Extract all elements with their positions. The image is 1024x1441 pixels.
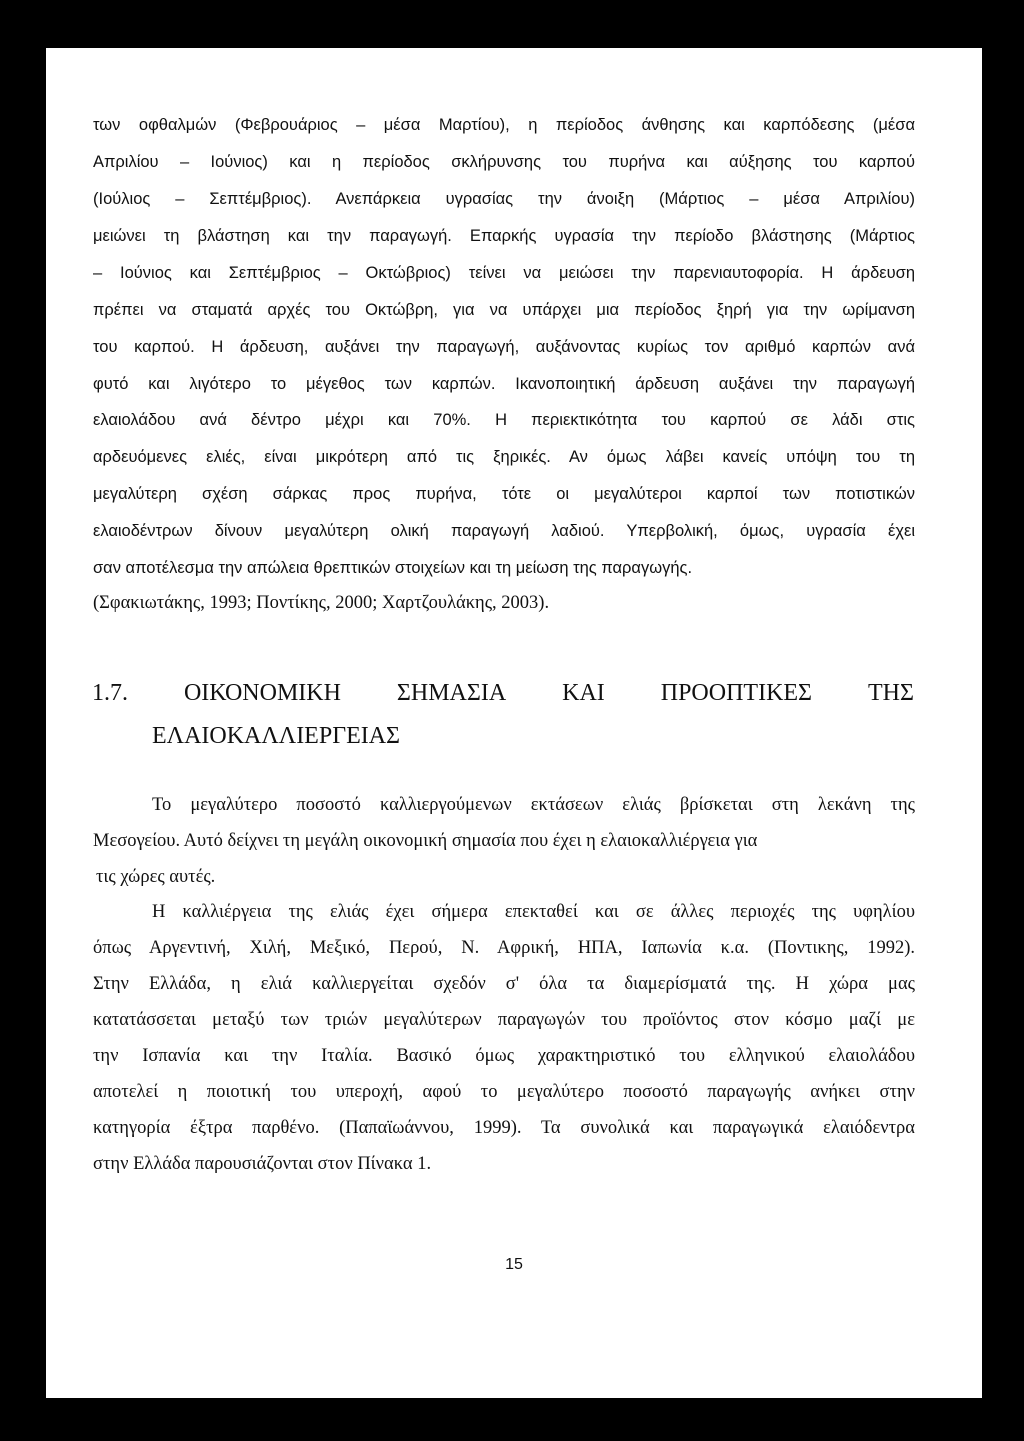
- text-line: κατατάσσεται μεταξύ των τριών μεγαλύτερων παραγωγών του προϊόντος στον κόσμο μαζί με: [93, 1010, 915, 1030]
- text-line: φυτό και λιγότερο το μέγεθος των καρπών. Ικανοποιητική άρδευση αυξάνει την παραγωγή: [93, 375, 915, 393]
- text-line: Μεσογείου. Αυτό δείχνει τη μεγάλη οικονομική σημασία που έχει η ελαιοκαλλιέργεια για: [93, 831, 758, 851]
- text-line: Το μεγαλύτερο ποσοστό καλλιεργούμενων εκτάσεων ελιάς βρίσκεται στη λεκάνη της: [152, 795, 915, 815]
- heading-word: ΣΗΜΑΣΙΑ: [396, 680, 507, 706]
- heading-line-1: [92, 678, 914, 708]
- heading-word: ΚΑΙ: [562, 680, 605, 706]
- text-line: κατηγορία έξτρα παρθένο. (Παπαϊωάννου, 1999). Τα συνολικά και παραγωγικά ελαιόδεντρα: [93, 1118, 915, 1138]
- text-line: ελαιολάδου ανά δέντρο μέχρι και 70%. Η περιεκτικότητα του καρπού σε λάδι στις: [93, 411, 915, 429]
- text-line: τις χώρες αυτές.: [96, 867, 216, 887]
- text-line: αρδευόμενες ελιές, είναι μικρότερη από τις ξηρικές. Αν όμως λάβει κανείς υπόψη του τη: [93, 448, 915, 466]
- heading-word: ΤΗΣ: [867, 680, 914, 706]
- heading-word: ΠΡΟΟΠΤΙΚΕΣ: [660, 680, 813, 706]
- text-line: (Ιούλιος – Σεπτέμβριος). Ανεπάρκεια υγρασίας την άνοιξη (Μάρτιος – μέσα Απριλίου): [93, 190, 915, 208]
- text-line: Η καλλιέργεια της ελιάς έχει σήμερα επεκταθεί και σε άλλες περιοχές της υφηλίου: [152, 902, 915, 922]
- heading-number: 1.7.: [92, 680, 128, 706]
- text-line: αποτελεί η ποιοτική του υπεροχή, αφού το μεγαλύτερο ποσοστό παραγωγής ανήκει στην: [93, 1082, 915, 1102]
- text-line: την Ισπανία και την Ιταλία. Βασικό όμως χαρακτηριστικό του ελληνικού ελαιολάδου: [93, 1046, 915, 1066]
- text-line: Απριλίου – Ιούνιος) και η περίοδος σκλήρυνσης του πυρήνα και αύξησης του καρπού: [93, 153, 915, 171]
- text-line: όπως Αργεντινή, Χιλή, Μεξικό, Περού, Ν. Αφρική, ΗΠΑ, Ιαπωνία κ.α. (Ποντικης, 1992).: [93, 938, 915, 958]
- text-line: ελαιοδέντρων δίνουν μεγαλύτερη ολική παραγωγή λαδιού. Υπερβολική, όμως, υγρασία έχει: [93, 522, 915, 540]
- text-line: μεγαλύτερη σχέση σάρκας προς πυρήνα, τότε οι μεγαλύτεροι καρποί των ποτιστικών: [93, 485, 915, 503]
- text-line: του καρπού. Η άρδευση, αυξάνει την παραγωγή, αυξάνοντας κυρίως τον αριθμό καρπών ανά: [93, 338, 915, 356]
- text-line: μειώνει τη βλάστηση και την παραγωγή. Επαρκής υγρασία την περίοδο βλάστησης (Μάρτιος: [93, 227, 915, 245]
- text-line: των οφθαλμών (Φεβρουάριος – μέσα Μαρτίου), η περίοδος άνθησης και καρπόδεσης (μέσα: [93, 116, 915, 134]
- heading-word: ΟΙΚΟΝΟΜΙΚΗ: [183, 680, 341, 706]
- citation-text: (Σφακιωτάκης, 1993; Ποντίκης, 2000; Χαρτζουλάκης, 2003).: [93, 593, 550, 613]
- document-page: [46, 48, 982, 1398]
- text-line: πρέπει να σταματά αρχές του Οκτώβρη, για να υπάρχει μια περίοδος ξηρή για την ωρίμανση: [93, 301, 915, 319]
- page-number: 15: [505, 1256, 523, 1273]
- text-line: – Ιούνιος και Σεπτέμβριος – Οκτώβριος) τείνει να μειώσει την παρενιαυτοφορία. Η άρδευση: [93, 264, 915, 282]
- text-line: Στην Ελλάδα, η ελιά καλλιεργείται σχεδόν σ' όλα τα διαμερίσματά της. Η χώρα μας: [93, 974, 915, 994]
- text-line: στην Ελλάδα παρουσιάζονται στον Πίνακα 1.: [93, 1154, 432, 1174]
- heading-line-2: ΕΛΑΙΟΚΑΛΛΙΕΡΓΕΙΑΣ: [152, 723, 401, 749]
- text-line: σαν αποτέλεσμα την απώλεια θρεπτικών στοιχείων και τη μείωση της παραγωγής.: [93, 559, 693, 577]
